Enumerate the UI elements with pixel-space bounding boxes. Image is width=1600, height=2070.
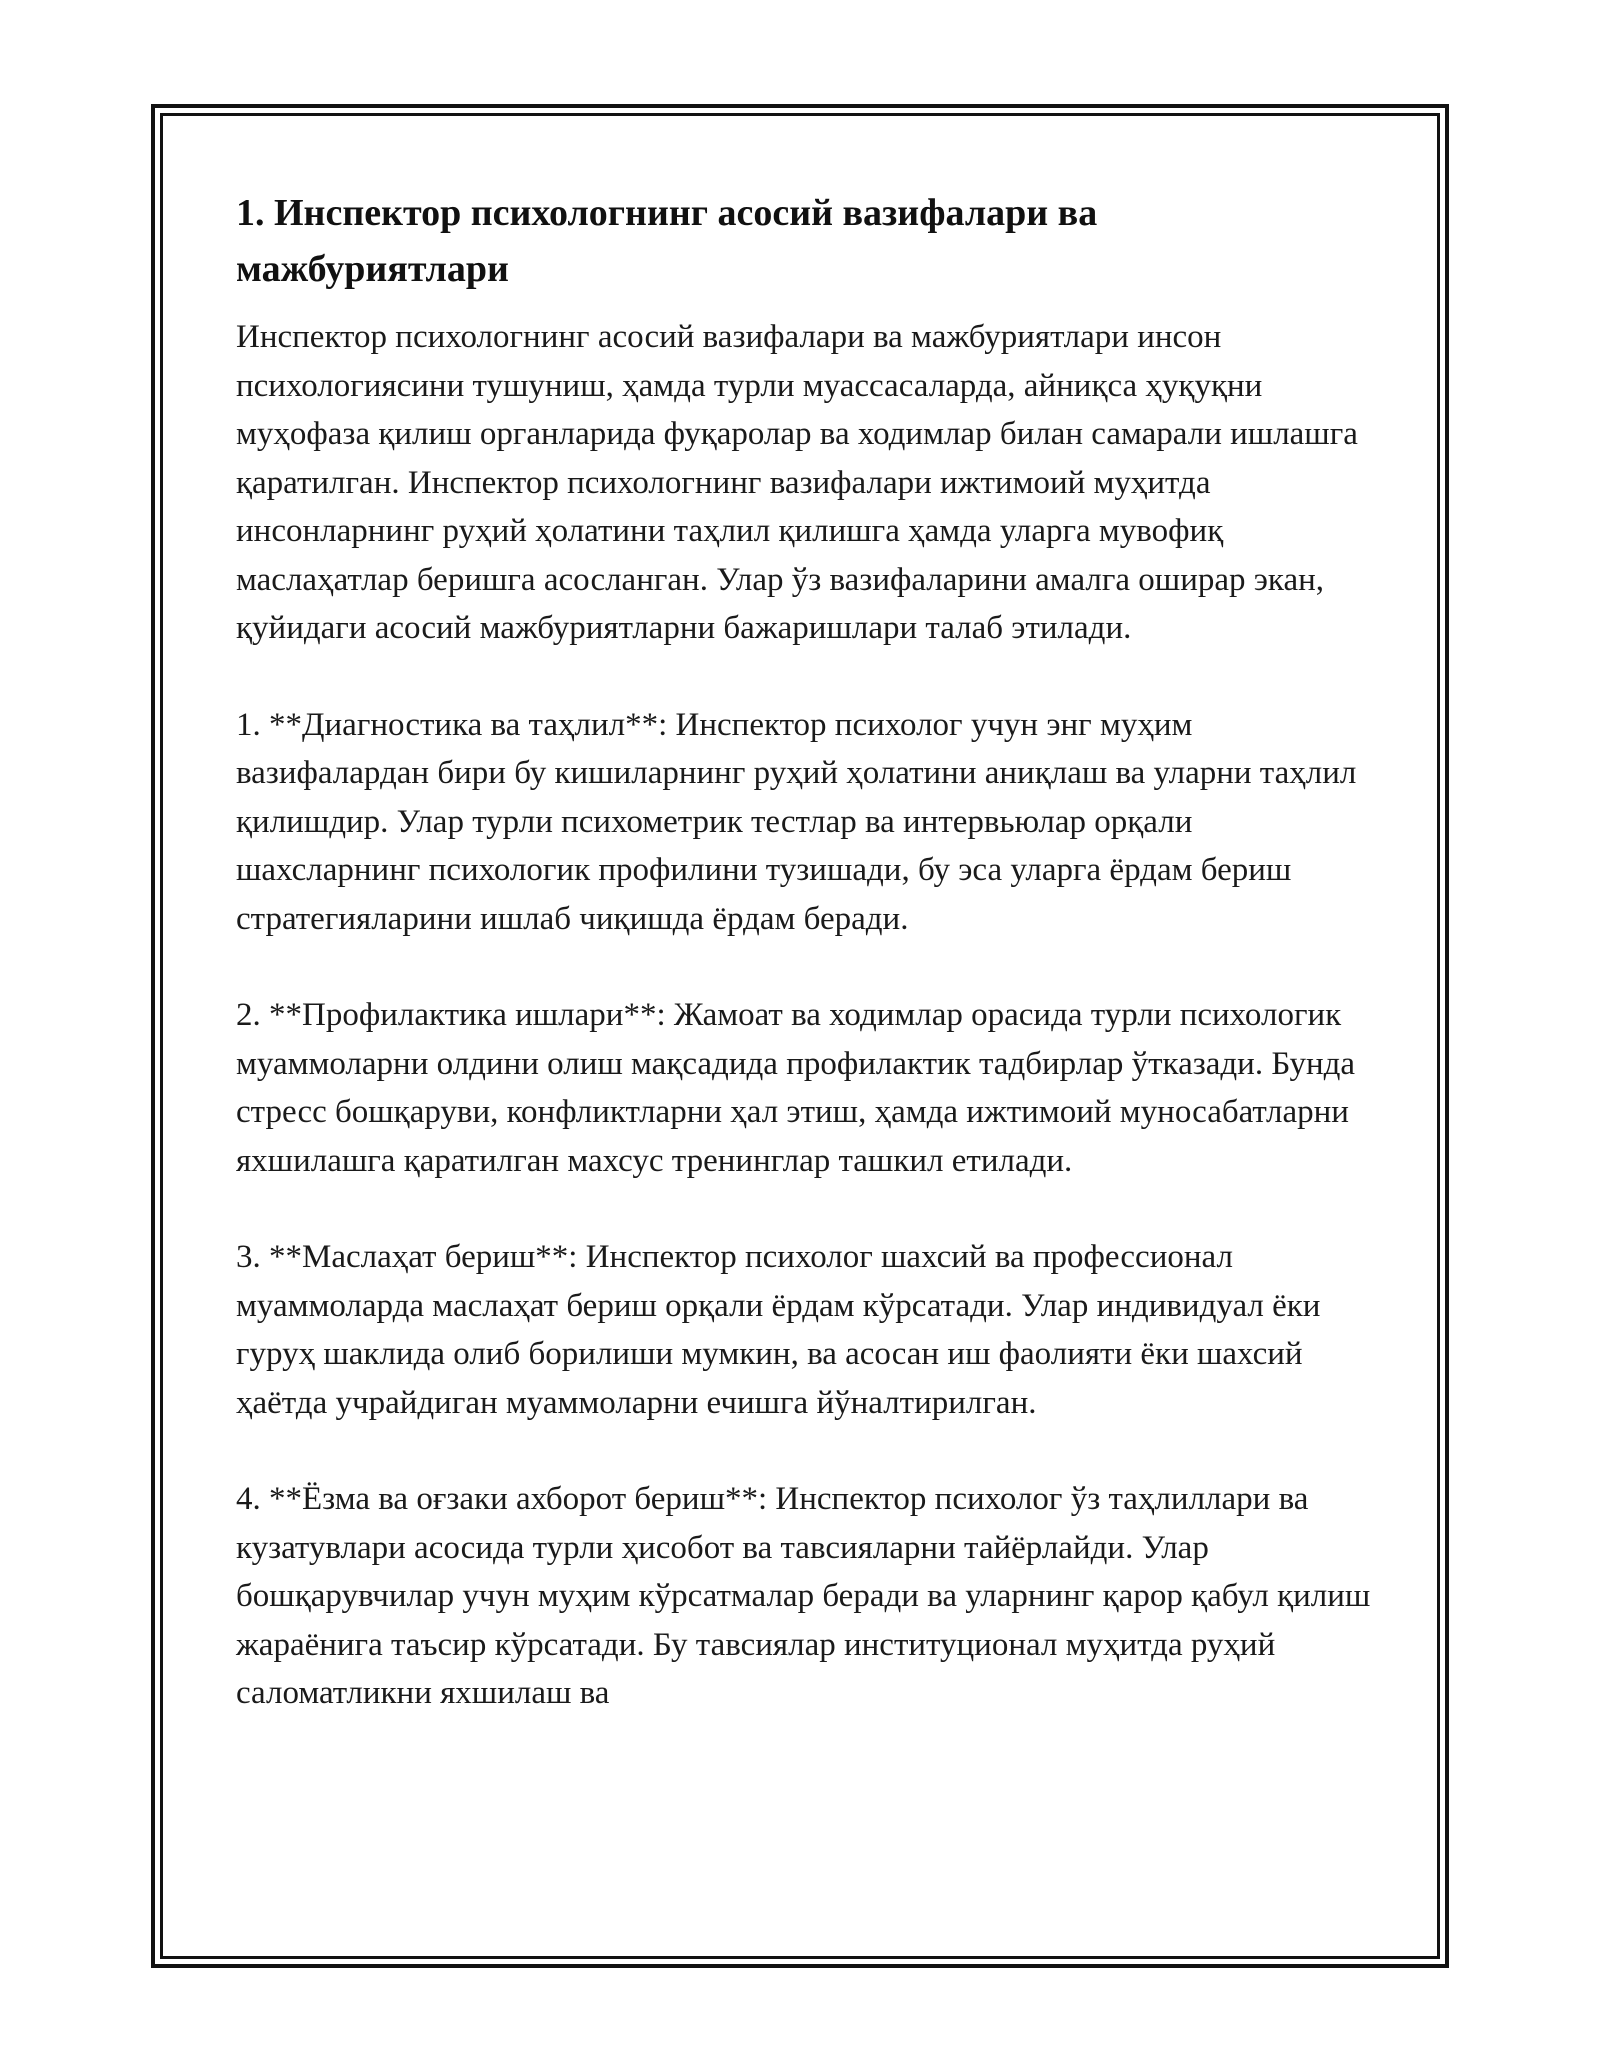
list-item-counseling: 3. **Маслаҳат бериш**: Инспектор психолог шахсий ва профессионал муаммоларда маслаҳат бериш орқали ёрдам кўрсатади. Улар индивидуал ёки гуруҳ шаклида олиб борилиши мумкин, ва асосан иш фаолияти ёки шахсий ҳаётда учрайдиган муаммоларни ечишга йўналтирилган. xyxy=(236,1239,1321,1421)
section-heading: 1. Инспектор психологнинг асосий вазифалари ва мажбуриятлари xyxy=(236,192,1098,290)
list-item-reporting: 4. **Ёзма ва оғзаки ахборот бериш**: Инспектор психолог ўз таҳлиллари ва кузатувлари асосида турли ҳисобот ва тавсияларни тайёрлайди. Улар бошқарувчилар учун муҳим кўрсатмалар беради ва уларнинг қарор қабул қилиш жараёнига таъсир кўрсатади. Бу тавсиялар институционал муҳитда руҳий саломатликни яхшилаш ва xyxy=(236,1481,1371,1711)
document-body xyxy=(236,185,1376,1718)
intro-paragraph: Инспектор психологнинг асосий вазифалари ва мажбуриятлари инсон психологиясини тушуниш, ҳамда турли муассасаларда, айниқса ҳуқуқни муҳофаза қилиш органларида фуқаролар ва ходимлар билан самарали ишлашга қаратилган. Инспектор психологнинг вазифалари ижтимоий муҳитда инсонларнинг руҳий ҳолатини таҳлил қилишга ҳамда уларга мувофиқ маслаҳатлар беришга асосланган. Улар ўз вазифаларини амалга оширар экан, қуйидаги асосий мажбуриятларни бажаришлари талаб этилади. xyxy=(236,319,1358,646)
list-item-diagnostics: 1. **Диагностика ва таҳлил**: Инспектор психолог учун энг муҳим вазифалардан бири бу кишиларнинг руҳий ҳолатини аниқлаш ва уларни таҳлил қилишдир. Улар турли психометрик тестлар ва интервьюлар орқали шахсларнинг психологик профилини тузишади, бу эса уларга ёрдам бериш стратегияларини ишлаб чиқишда ёрдам беради. xyxy=(236,706,1357,937)
list-item-prevention: 2. **Профилактика ишлари**: Жамоат ва ходимлар орасида турли психологик муаммоларни олдини олиш мақсадида профилактик тадбирлар ўтказади. Бунда стресс бошқаруви, конфликтларни ҳал этиш, ҳамда ижтимоий муносабатларни яхшилашга қаратилган махсус тренинглар ташкил етилади. xyxy=(236,997,1356,1179)
